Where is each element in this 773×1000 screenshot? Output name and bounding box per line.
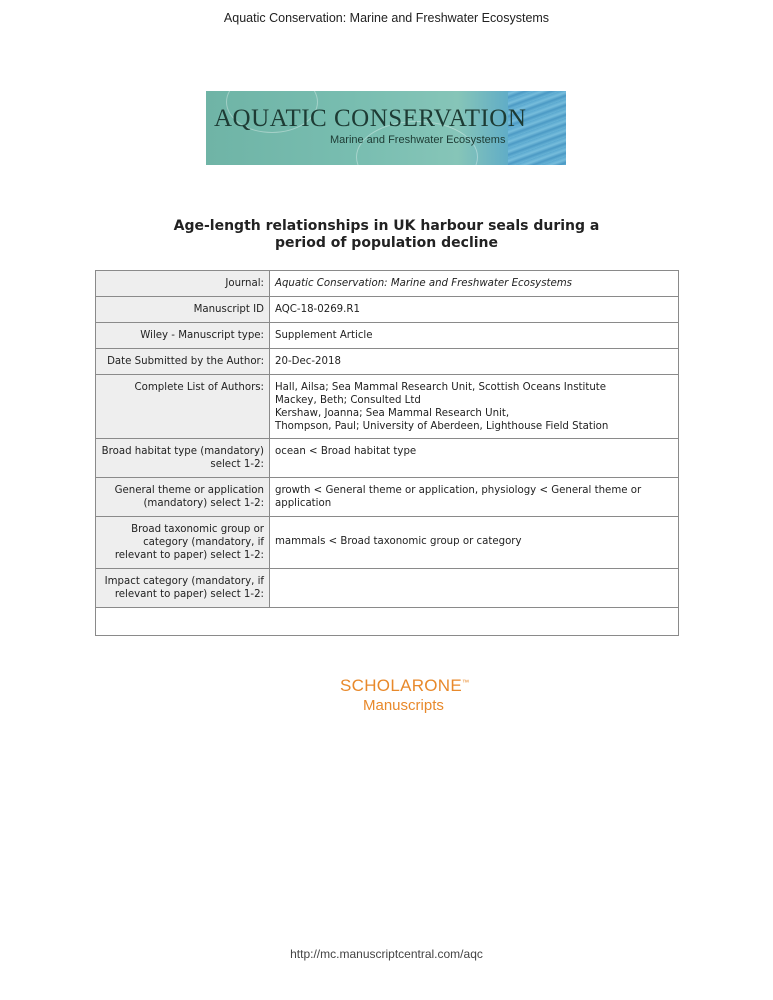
- habitat-value: ocean < Broad habitat type: [270, 439, 679, 478]
- banner-title: AQUATIC CONSERVATION: [214, 105, 527, 132]
- table-row-authors: [96, 375, 679, 439]
- theme-label: General theme or application (mandatory) select 1-2:: [96, 478, 270, 517]
- date-submitted-label: Date Submitted by the Author:: [96, 349, 270, 375]
- habitat-label: Broad habitat type (mandatory) select 1-2:: [96, 439, 270, 478]
- table-row-manuscript-type: [96, 323, 679, 349]
- manuscripts-wordmark: Manuscripts: [363, 697, 444, 714]
- date-submitted-value: 20-Dec-2018: [270, 349, 679, 375]
- table-row-habitat: [96, 439, 679, 478]
- author-line: Kershaw, Joanna; Sea Mammal Research Unit,: [275, 408, 510, 419]
- taxonomic-value: mammals < Broad taxonomic group or category: [270, 517, 679, 569]
- manuscript-metadata-table: [95, 270, 679, 636]
- table-row-journal: [96, 271, 679, 297]
- journal-value: Aquatic Conservation: Marine and Freshwater Ecosystems: [270, 271, 679, 297]
- empty-cell: [96, 608, 679, 636]
- journal-label: Journal:: [96, 271, 270, 297]
- authors-label: Complete List of Authors:: [96, 375, 270, 439]
- manuscript-id-label: Manuscript ID: [96, 297, 270, 323]
- impact-label: Impact category (mandatory, if relevant to paper) select 1-2:: [96, 569, 270, 608]
- manuscript-type-value: Supplement Article: [270, 323, 679, 349]
- author-line: Mackey, Beth; Consulted Ltd: [275, 395, 421, 406]
- table-row-taxonomic: [96, 517, 679, 569]
- table-row-impact: [96, 569, 679, 608]
- table-row-theme: [96, 478, 679, 517]
- document-title-line-2: period of population decline: [274, 235, 498, 251]
- author-line: Hall, Ailsa; Sea Mammal Research Unit, Scottish Oceans Institute: [275, 382, 607, 393]
- banner-subtitle: Marine and Freshwater Ecosystems: [330, 134, 506, 146]
- manuscript-id-value: AQC-18-0269.R1: [270, 297, 679, 323]
- taxonomic-label: Broad taxonomic group or category (mandatory, if relevant to paper) select 1-2:: [96, 517, 270, 569]
- table-row-manuscript-id: [96, 297, 679, 323]
- scholarone-logo: [340, 676, 469, 714]
- manuscript-type-label: Wiley - Manuscript type:: [96, 323, 270, 349]
- document-title: [100, 218, 673, 252]
- document-title-line-1: Age-length relationships in UK harbour seals during a: [173, 218, 600, 234]
- running-head: Aquatic Conservation: Marine and Freshwater Ecosystems: [223, 11, 550, 25]
- journal-banner-logo: [206, 91, 566, 165]
- author-line: Thompson, Paul; University of Aberdeen, Lighthouse Field Station: [275, 421, 609, 432]
- impact-value: [270, 569, 679, 608]
- footer-url: http://mc.manuscriptcentral.com/aqc: [290, 947, 483, 961]
- authors-value: [270, 375, 679, 439]
- theme-value: growth < General theme or application, physiology < General theme or application: [270, 478, 679, 517]
- table-row-empty: [96, 608, 679, 636]
- scholarone-wordmark: SCHOLARONE™: [340, 676, 470, 695]
- table-row-date-submitted: [96, 349, 679, 375]
